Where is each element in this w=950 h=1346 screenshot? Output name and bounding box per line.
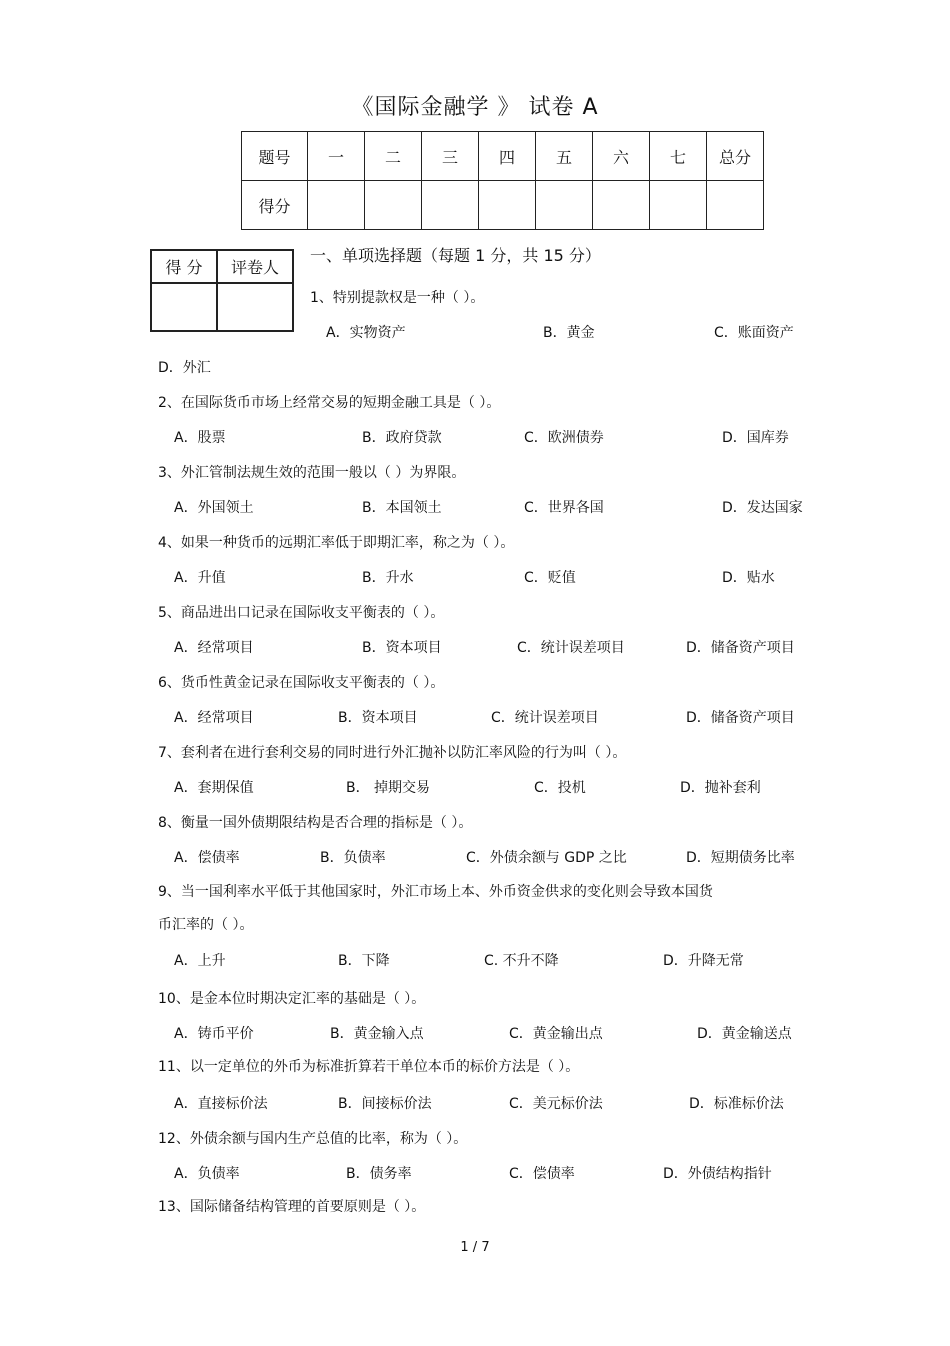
score-entry-cell <box>536 181 593 230</box>
question-stem: 4、如果一种货币的远期汇率低于即期汇率，称之为（ ）。 <box>158 535 515 551</box>
grader-name-cell <box>217 283 293 331</box>
question-option: B．升水 <box>362 570 414 586</box>
question-option: C．偿债率 <box>509 1166 575 1182</box>
section-heading: 一、单项选择题（每题 1 分，共 15 分） <box>310 246 601 265</box>
question-option: B．政府贷款 <box>362 430 442 446</box>
score-table-cell: 二 <box>365 132 422 181</box>
question-option: C．统计误差项目 <box>517 640 625 656</box>
score-entry-cell <box>650 181 707 230</box>
score-entry-cell <box>479 181 536 230</box>
question-option: C. 不升不降 <box>484 953 559 969</box>
question-option: B．间接标价法 <box>338 1096 432 1112</box>
score-entry-cell <box>365 181 422 230</box>
question-option: C．贬值 <box>524 570 576 586</box>
question-option: B．本国领土 <box>362 500 442 516</box>
question-option: A．经常项目 <box>174 710 254 726</box>
score-entry-cell <box>422 181 479 230</box>
score-table-cell: 总分 <box>707 132 764 181</box>
question-stem: 13、国际储备结构管理的首要原则是（ ）。 <box>158 1199 426 1215</box>
question-option: C．统计误差项目 <box>491 710 599 726</box>
question-option: C．世界各国 <box>524 500 604 516</box>
question-option: C．美元标价法 <box>509 1096 603 1112</box>
score-table-cell: 四 <box>479 132 536 181</box>
score-entry-cell <box>707 181 764 230</box>
score-row-label: 得分 <box>242 181 308 230</box>
question-option: A．升值 <box>174 570 226 586</box>
question-option: B．资本项目 <box>338 710 418 726</box>
question-option: D．短期债务比率 <box>686 850 795 866</box>
question-option: A．经常项目 <box>174 640 254 656</box>
question-stem: 5、商品进出口记录在国际收支平衡表的（ ）。 <box>158 605 445 621</box>
question-option: A．实物资产 <box>326 325 406 341</box>
question-option: D．外汇 <box>158 360 211 376</box>
question-option: D．外债结构指针 <box>663 1166 772 1182</box>
question-option: C．欧洲债券 <box>524 430 604 446</box>
question-option: D．升降无常 <box>663 953 744 969</box>
question-option: A．股票 <box>174 430 226 446</box>
score-table-header-row <box>242 132 764 181</box>
score-table-cell: 六 <box>593 132 650 181</box>
question-option: D．标准标价法 <box>689 1096 784 1112</box>
grader-score-label: 得 分 <box>151 250 217 283</box>
question-stem: 9、当一国利率水平低于其他国家时，外汇市场上本、外币资金供求的变化则会导致本国货 <box>158 884 713 900</box>
question-option: B．黄金输入点 <box>330 1026 424 1042</box>
score-table-cell: 题号 <box>242 132 308 181</box>
question-stem: 1、特别提款权是一种（ ）。 <box>310 290 485 306</box>
question-option: D．发达国家 <box>722 500 803 516</box>
question-stem-continued: 币汇率的（ ）。 <box>158 917 254 933</box>
question-stem: 10、是金本位时期决定汇率的基础是（ ）。 <box>158 991 426 1007</box>
question-option: A．负债率 <box>174 1166 240 1182</box>
question-stem: 8、衡量一国外债期限结构是否合理的指标是（ ）。 <box>158 815 473 831</box>
question-stem: 3、外汇管制法规生效的范围一般以（ ）为界限。 <box>158 465 466 481</box>
exam-title: 《国际金融学 》 试卷 A <box>351 95 599 120</box>
grader-name-label: 评卷人 <box>217 250 293 283</box>
question-stem: 7、套利者在进行套利交易的同时进行外汇抛补以防汇率风险的行为叫（ ）。 <box>158 745 627 761</box>
question-option: B．下降 <box>338 953 390 969</box>
question-option: C．外债余额与 GDP 之比 <box>466 850 627 866</box>
score-table-score-row <box>242 181 764 230</box>
question-option: D．储备资产项目 <box>686 710 795 726</box>
question-option: C．投机 <box>534 780 586 796</box>
question-option: A．套期保值 <box>174 780 254 796</box>
score-entry-cell <box>308 181 365 230</box>
question-stem: 2、在国际货币市场上经常交易的短期金融工具是（ ）。 <box>158 395 501 411</box>
question-option: B．资本项目 <box>362 640 442 656</box>
score-table <box>241 131 764 230</box>
score-table-cell: 三 <box>422 132 479 181</box>
question-option: C．账面资产 <box>714 325 794 341</box>
score-entry-cell <box>593 181 650 230</box>
question-stem: 6、货币性黄金记录在国际收支平衡表的（ ）。 <box>158 675 445 691</box>
grader-score-cell <box>151 283 217 331</box>
question-stem: 11、以一定单位的外币为标准折算若干单位本币的标价方法是（ ）。 <box>158 1059 580 1075</box>
question-option: B．黄金 <box>543 325 595 341</box>
question-option: B． 掉期交易 <box>346 780 431 796</box>
question-option: B．负债率 <box>320 850 386 866</box>
question-option: B．债务率 <box>346 1166 412 1182</box>
question-option: D．黄金输送点 <box>697 1026 792 1042</box>
question-option: A．铸币平价 <box>174 1026 254 1042</box>
question-option: C．黄金输出点 <box>509 1026 603 1042</box>
question-option: D．国库券 <box>722 430 789 446</box>
question-option: A．直接标价法 <box>174 1096 268 1112</box>
question-option: A．上升 <box>174 953 226 969</box>
question-option: D．抛补套利 <box>680 780 761 796</box>
grader-box <box>150 249 294 332</box>
question-option: A．外国领土 <box>174 500 254 516</box>
score-table-cell: 一 <box>308 132 365 181</box>
score-table-cell: 五 <box>536 132 593 181</box>
score-table-cell: 七 <box>650 132 707 181</box>
question-stem: 12、外债余额与国内生产总值的比率，称为（ ）。 <box>158 1131 468 1147</box>
question-option: A．偿债率 <box>174 850 240 866</box>
page-number: 1 / 7 <box>460 1240 490 1255</box>
question-option: D．储备资产项目 <box>686 640 795 656</box>
question-option: D．贴水 <box>722 570 775 586</box>
